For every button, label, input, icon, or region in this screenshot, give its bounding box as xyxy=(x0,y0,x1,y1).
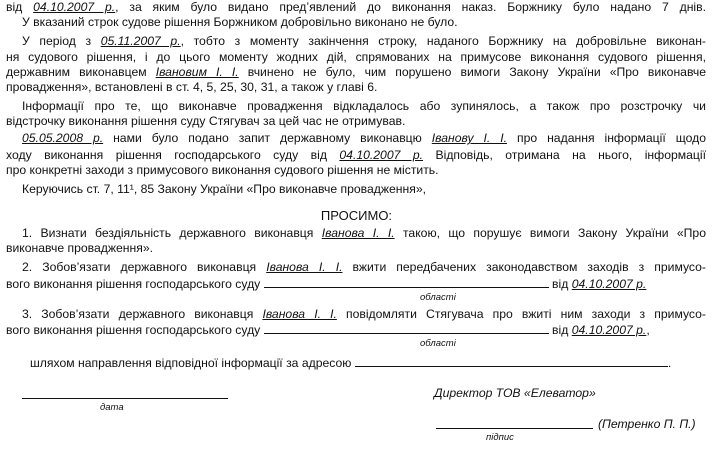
item2-line1: 2. Зобов’язати державного виконавця Іванова І. І. вжити передбачених законодавством заходів з примусо- xyxy=(22,260,706,274)
p4-line1: Керуючись ст. 7, 11¹, 85 Закону України «Про виконавче провадження», xyxy=(22,182,427,196)
caption-date: дата xyxy=(100,402,124,413)
caption-region: області xyxy=(420,292,456,303)
p1-line4: провадження», встановлені в ст. 4, 5, 25, 30, 31, а також у главі 6. xyxy=(6,80,378,94)
address-blank[interactable] xyxy=(355,355,668,367)
item3-line2: вого виконання рішення господарського суду від 04.10.2007 р., xyxy=(6,323,650,337)
p0-line2: У вказаний строк судове рішення Боржником добровільно виконано не було. xyxy=(22,15,458,29)
item1-line1: 1. Визнати бездіяльність державного виконавця Іванова І. І. такою, що порушує вимоги Закону України «Про xyxy=(22,226,706,240)
executor-name: Іванова І. І. xyxy=(321,226,395,240)
item2-line2: вого виконання рішення господарського суду від 04.10.2007 р. xyxy=(6,277,647,291)
date-order: 04.10.2007 р. xyxy=(33,0,116,14)
p3-line2: ходу виконання рішення господарського суду від 04.10.2007 р. Відповідь, отримана на нього, інформації xyxy=(6,148,706,162)
p3-line3: про конкретні заходи з примусового виконання судового рішення не містить. xyxy=(6,163,439,177)
date-request: 05.05.2008 р. xyxy=(22,131,104,145)
p1-line3: державним виконавцем Івановим І. І. вчинено не було, чим порушено вимоги Закону України «Про виконавче xyxy=(6,65,707,79)
address-line: шляхом направлення відповідної інформації за адресою . xyxy=(30,356,672,370)
p0-line1: від 04.10.2007 р., за яким було видано пред’явлений до виконання наказ. Боржнику було надано 7 днів. xyxy=(6,0,706,14)
caption-signature: підпис xyxy=(486,432,514,443)
item3-line1: 3. Зобов’язати державного виконавця Іванова І. І. повідомляти Стягувача про вжиті ним заходи з примусо- xyxy=(22,307,706,321)
p2-line2: відстрочку виконання рішення суду Стягувач за цей час не отримував. xyxy=(6,114,406,128)
court-region-blank[interactable] xyxy=(264,322,549,334)
item1-line2: виконавче провадження». xyxy=(6,241,154,255)
date-blank[interactable] xyxy=(22,398,228,399)
date-decision: 04.10.2007 р. xyxy=(571,323,647,337)
caption-region: області xyxy=(420,338,456,349)
court-region-blank[interactable] xyxy=(264,276,549,288)
executor-name: Іванова І. І. xyxy=(266,260,343,274)
date-decision: 04.10.2007 р. xyxy=(571,277,647,291)
director-title: Директор ТОВ «Елеватор» xyxy=(434,386,596,400)
executor-name: Іванова І. І. xyxy=(262,307,337,321)
p1-line2: ня судового рішення, і до цього моменту жодних дій, спрямованих на примусове виконання судового рішення, xyxy=(6,50,706,64)
date-deadline: 05.11.2007 р. xyxy=(100,34,181,48)
p1-line1: У період з 05.11.2007 р., тобто з моменту закінчення строку, наданого Боржнику на добровільне виконан- xyxy=(22,34,706,48)
executor-name: Івановим І. І. xyxy=(155,65,239,79)
p2-line1: Інформації про те, що виконавче провадження відкладалось або зупинялось, а також про розстрочку чи xyxy=(22,99,706,113)
p3-line1: 05.05.2008 р. нами було подано запит державному виконавцю Іванову І. І. про надання інформації щодо xyxy=(22,131,706,145)
heading-request: ПРОСИМО: xyxy=(320,208,393,223)
executor-name: Іванову І. І. xyxy=(431,131,508,145)
signature-blank[interactable] xyxy=(436,428,593,429)
date-decision: 04.10.2007 р. xyxy=(339,148,424,162)
signer-name: (Петренко П. П.) xyxy=(598,417,696,431)
